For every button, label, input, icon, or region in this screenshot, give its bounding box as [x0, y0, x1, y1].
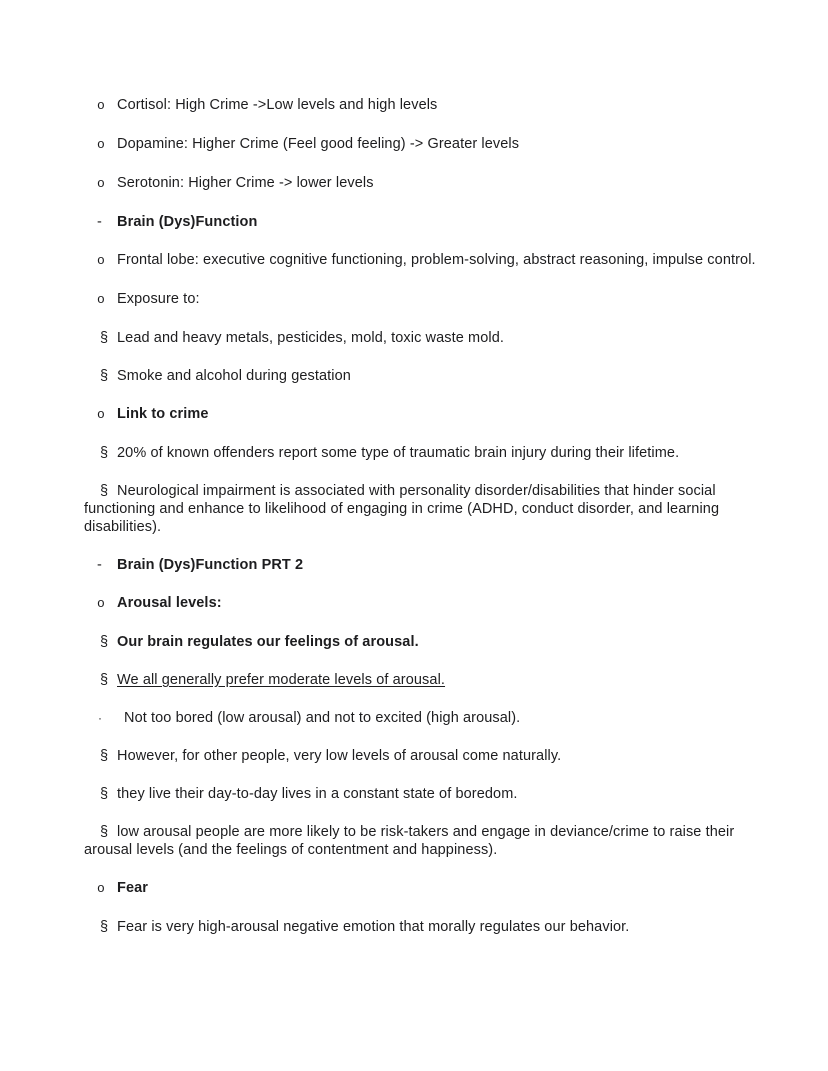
list-item-not-too-bored — [84, 709, 768, 727]
bullet-o-marker: o — [97, 292, 105, 307]
list-item-prefer-moderate-arousal — [84, 671, 768, 689]
heading-text: Arousal levels: — [117, 595, 222, 611]
heading-arousal-levels — [84, 594, 768, 613]
list-item-text: they live their day-to-day lives in a constant state of boredom. — [117, 786, 518, 802]
heading-text: Fear — [117, 880, 149, 896]
heading-fear — [84, 879, 768, 898]
list-item-text: We all generally prefer moderate levels of arousal. — [117, 672, 446, 688]
bullet-o-marker: o — [97, 176, 105, 191]
bullet-o-marker: o — [97, 253, 105, 268]
bullet-dash-marker: - — [97, 214, 102, 230]
bullet-section-marker: § — [100, 919, 109, 935]
list-item-text: Neurological impairment is associated with personality disorder/disabilities that hinder social functioning and enhance to likelihood of engaging in crime (ADHD, conduct disorder, and learning disabilities). — [84, 483, 720, 535]
bullet-dash-marker: - — [97, 557, 102, 573]
list-item-text: Lead and heavy metals, pesticides, mold, toxic waste mold. — [117, 330, 505, 346]
list-item-lead-metals — [84, 329, 768, 347]
list-item-text: Cortisol: High Crime ->Low levels and high levels — [117, 97, 438, 113]
list-item-brain-regulates-arousal — [84, 633, 768, 651]
list-item-offenders-tbi — [84, 444, 768, 462]
list-item-text: 20% of known offenders report some type of traumatic brain injury during their lifetime. — [117, 445, 680, 461]
list-item-dopamine — [84, 135, 768, 154]
heading-brain-dysfunction — [84, 213, 768, 231]
list-item-smoke-alcohol — [84, 367, 768, 385]
list-item-exposure-to — [84, 290, 768, 309]
bullet-section-marker: § — [100, 368, 109, 384]
list-item-text: Serotonin: Higher Crime -> lower levels — [117, 175, 374, 191]
bullet-section-marker: § — [100, 786, 109, 802]
list-item-text: low arousal people are more likely to be risk-takers and engage in deviance/crime to raise their arousal levels (and the feelings of contentment and happiness). — [84, 824, 735, 858]
list-item-text: Exposure to: — [117, 291, 200, 307]
heading-text: Brain (Dys)Function — [117, 214, 258, 230]
heading-text: Brain (Dys)Function PRT 2 — [117, 557, 304, 573]
bullet-dot-marker: · — [98, 711, 103, 725]
bullet-o-marker: o — [97, 881, 105, 896]
heading-brain-dysfunction-prt2 — [84, 556, 768, 574]
list-item-low-arousal-natural — [84, 747, 768, 765]
list-item-risk-takers — [84, 823, 768, 859]
bullet-o-marker: o — [97, 596, 105, 611]
list-item-cortisol — [84, 96, 768, 115]
list-item-constant-boredom — [84, 785, 768, 803]
bullet-section-marker: § — [100, 634, 109, 650]
list-item-text: Our brain regulates our feelings of arousal. — [117, 634, 419, 650]
list-item-serotonin — [84, 174, 768, 193]
list-item-neurological-impairment — [84, 482, 768, 536]
list-item-fear-high-arousal — [84, 918, 768, 936]
bullet-section-marker: § — [100, 672, 109, 688]
list-item-text: Fear is very high-arousal negative emotion that morally regulates our behavior. — [117, 919, 630, 935]
bullet-o-marker: o — [97, 407, 105, 422]
list-item-text: Not too bored (low arousal) and not to excited (high arousal). — [124, 710, 521, 726]
list-item-frontal-lobe — [84, 251, 768, 270]
bullet-o-marker: o — [97, 98, 105, 113]
heading-text: Link to crime — [117, 406, 209, 422]
bullet-section-marker: § — [100, 748, 109, 764]
list-item-text: Dopamine: Higher Crime (Feel good feeling) -> Greater levels — [117, 136, 520, 152]
bullet-section-marker: § — [100, 483, 109, 499]
list-item-text: Frontal lobe: executive cognitive functioning, problem-solving, abstract reasoning, impulse control. — [117, 252, 756, 268]
bullet-o-marker: o — [97, 137, 105, 152]
heading-link-to-crime — [84, 405, 768, 424]
bullet-section-marker: § — [100, 824, 109, 840]
list-item-text: However, for other people, very low levels of arousal come naturally. — [117, 748, 562, 764]
bullet-section-marker: § — [100, 330, 109, 346]
bullet-section-marker: § — [100, 445, 109, 461]
list-item-text: Smoke and alcohol during gestation — [117, 368, 351, 384]
